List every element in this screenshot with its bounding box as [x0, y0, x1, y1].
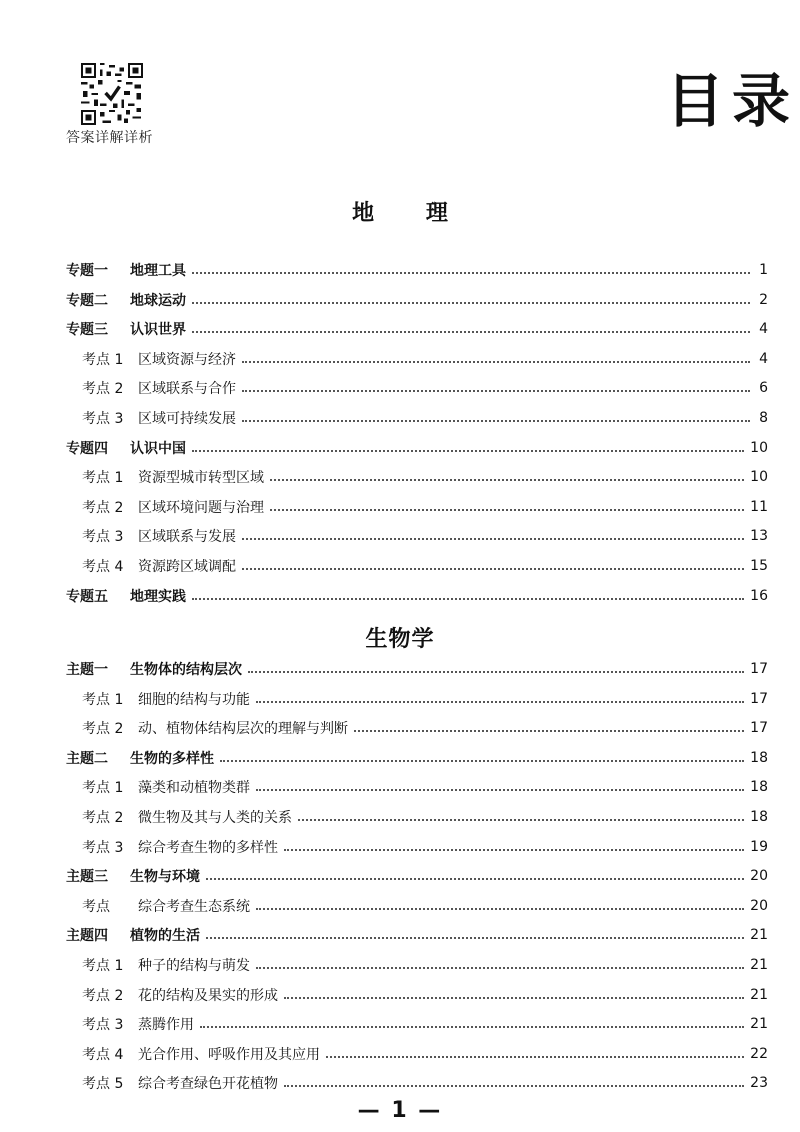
toc-entry[interactable]: [82, 552, 768, 580]
toc-entry-page: 20: [750, 897, 768, 914]
toc-entry-label: [82, 718, 348, 738]
dot-leader: [284, 849, 744, 851]
toc-entry-label: [82, 1014, 194, 1034]
toc-entry-prefix: 考点 4: [82, 559, 124, 575]
toc-entry[interactable]: [82, 951, 768, 979]
toc-entry-page: 15: [750, 558, 768, 574]
toc-entry-label: [82, 497, 264, 517]
toc-entry[interactable]: [82, 522, 768, 550]
toc-entry-prefix: 考点 3: [82, 529, 124, 546]
toc-entry-title: 地理工具: [130, 263, 186, 279]
toc-entry-page: 2: [759, 291, 768, 308]
toc-entry[interactable]: [66, 744, 768, 772]
dot-leader: [248, 671, 744, 673]
toc-entry[interactable]: [82, 374, 768, 402]
toc-entry-page: 4: [759, 350, 768, 367]
toc-entry-prefix: 考点 3: [82, 839, 124, 856]
toc-entry[interactable]: [82, 1069, 768, 1097]
dot-leader: [192, 598, 744, 600]
toc-entry-prefix: 考点 2: [82, 381, 124, 398]
toc-entry-page: 23: [750, 1075, 768, 1092]
toc-entry-label: [82, 985, 278, 1005]
toc-entry-page: 21: [750, 927, 768, 944]
toc-entry-page: 18: [750, 809, 768, 825]
toc-entry-page: 21: [750, 986, 768, 1003]
toc-entry[interactable]: [82, 404, 768, 432]
toc-entry[interactable]: [82, 493, 768, 521]
toc-entry[interactable]: [82, 1010, 768, 1038]
toc-entry[interactable]: [82, 345, 768, 373]
dot-leader: [206, 937, 744, 939]
dot-leader: [242, 390, 750, 392]
toc-entry-prefix: 考点: [82, 898, 110, 915]
dot-leader: [270, 509, 744, 511]
toc-entry[interactable]: [82, 892, 768, 920]
toc-entry-prefix: 考点 2: [82, 987, 124, 1004]
toc-entry-prefix: 专题二: [66, 292, 108, 309]
toc-entry-label: [82, 526, 236, 546]
toc-entry-page: 17: [750, 720, 768, 737]
toc-entry[interactable]: [66, 256, 768, 284]
toc-entry-page: 20: [750, 868, 768, 885]
toc-entry[interactable]: [66, 582, 768, 610]
toc-entry-label: [82, 807, 292, 827]
toc-entry-prefix: 考点 2: [82, 810, 124, 826]
toc-entry-prefix: 主题三: [66, 869, 108, 886]
dot-leader: [242, 361, 750, 363]
toc-entry-label: [66, 260, 186, 280]
toc-entry-label: [82, 837, 278, 857]
dot-leader: [206, 878, 744, 880]
toc-entry-prefix: 考点 1: [82, 470, 124, 487]
toc-entry-label: [66, 659, 242, 679]
toc-entry-title: 生物与环境: [130, 869, 200, 886]
dot-leader: [256, 701, 744, 703]
toc-entry-label: [82, 408, 236, 428]
toc-entry-title: 蒸腾作用: [138, 1017, 194, 1034]
toc-entry-prefix: 主题四: [66, 928, 108, 945]
toc-entry-label: [82, 378, 236, 398]
section-title-biology: 生物学: [365, 627, 435, 652]
toc-entry[interactable]: [82, 803, 768, 831]
toc-entry-title: 生物的多样性: [130, 750, 214, 767]
toc-entry-title: 地理实践: [130, 588, 186, 605]
toc-entry-prefix: 专题四: [66, 440, 108, 457]
qr-code-icon: [81, 63, 143, 125]
dot-leader: [256, 967, 744, 969]
toc-entry-title: 综合考查生态系统: [138, 898, 250, 915]
toc-entry-title: 区域联系与合作: [138, 381, 236, 398]
toc-entry-label: [82, 777, 250, 797]
toc-entry-title: 认识世界: [130, 322, 186, 339]
dot-leader: [298, 819, 744, 821]
toc-entry-page: 4: [759, 321, 768, 338]
toc-entry-page: 11: [750, 498, 768, 515]
toc-entry[interactable]: [82, 833, 768, 861]
toc-entry-label: [82, 896, 250, 916]
toc-entry-title: 区域联系与发展: [138, 529, 236, 546]
toc-entry-prefix: 主题一: [66, 662, 108, 678]
dot-leader: [326, 1056, 744, 1058]
toc-entry-label: [66, 438, 186, 458]
toc-entry-label: [66, 290, 186, 310]
toc-entry-prefix: 考点 3: [82, 1017, 124, 1034]
toc-entry-page: 10: [750, 469, 768, 486]
toc-entry-prefix: 考点 2: [82, 499, 124, 516]
toc-entry-page: 18: [750, 779, 768, 796]
toc-entry-prefix: 专题三: [66, 322, 108, 339]
page-title: 目录: [666, 67, 799, 135]
toc-entry-label: [82, 349, 236, 369]
dot-leader: [256, 908, 744, 910]
toc-entry-title: 资源型城市转型区域: [138, 470, 264, 487]
toc-entry-label: [66, 925, 200, 945]
toc-entry-label: [82, 1044, 320, 1064]
toc-entry[interactable]: [82, 463, 768, 491]
toc-entry-title: 认识中国: [130, 440, 186, 457]
toc-entry-prefix: 考点 5: [82, 1076, 124, 1093]
page-number: — 1 —: [357, 1098, 443, 1123]
toc-entry[interactable]: [66, 434, 768, 462]
toc-entry-title: 区域可持续发展: [138, 411, 236, 427]
toc-entry-title: 微生物及其与人类的关系: [138, 810, 292, 826]
toc-entry-label: [82, 689, 250, 709]
toc-entry[interactable]: [66, 921, 768, 949]
dot-leader: [354, 730, 744, 732]
toc-entry-label: [82, 1073, 278, 1093]
toc-entry-page: 10: [750, 439, 768, 456]
toc-entry-title: 区域环境问题与治理: [138, 499, 264, 516]
dot-leader: [192, 331, 750, 333]
toc-entry-label: [66, 319, 186, 339]
toc-entry[interactable]: [82, 685, 768, 713]
toc-entry-label: [66, 866, 200, 886]
toc-entry-page: 18: [750, 749, 768, 766]
toc-entry-page: 17: [750, 661, 768, 677]
toc-entry-title: 生物体的结构层次: [130, 662, 242, 678]
toc-entry-title: 资源跨区域调配: [138, 559, 236, 575]
dot-leader: [256, 789, 744, 791]
toc-entry[interactable]: [66, 315, 768, 343]
section-title-geography: 地 理: [352, 201, 470, 226]
toc-entry-page: 8: [759, 410, 768, 426]
dot-leader: [192, 302, 750, 304]
toc-entry-prefix: 考点 1: [82, 780, 124, 797]
toc-entry-prefix: 考点 1: [82, 691, 124, 708]
toc-entry[interactable]: [66, 286, 768, 314]
toc-entry-title: 综合考查绿色开花植物: [138, 1076, 278, 1093]
toc-entry-label: [82, 467, 264, 487]
toc-entry-page: 22: [750, 1045, 768, 1062]
toc-entry-title: 综合考查生物的多样性: [138, 839, 278, 856]
dot-leader: [242, 568, 744, 570]
toc-entry-page: 16: [750, 587, 768, 604]
toc-entry-prefix: 考点 2: [82, 721, 124, 738]
toc-entry-page: 19: [750, 838, 768, 855]
toc-entry-prefix: 专题一: [66, 263, 108, 279]
dot-leader: [284, 1085, 744, 1087]
toc-entry-title: 花的结构及果实的形成: [138, 987, 278, 1004]
dot-leader: [192, 450, 744, 452]
toc-entry-prefix: 考点 3: [82, 411, 124, 427]
toc-entry-title: 植物的生活: [130, 928, 200, 945]
toc-entry-title: 地球运动: [130, 292, 186, 309]
toc-entry-label: [66, 586, 186, 606]
toc-entry[interactable]: [82, 981, 768, 1009]
toc-entry-title: 光合作用、呼吸作用及其应用: [138, 1046, 320, 1063]
toc-entry-title: 种子的结构与萌发: [138, 958, 250, 974]
toc-entry-page: 17: [750, 690, 768, 707]
dot-leader: [200, 1026, 744, 1028]
toc-entry-page: 6: [759, 380, 768, 397]
toc-entry-prefix: 考点 1: [82, 351, 124, 368]
toc-entry-page: 21: [750, 957, 768, 973]
dot-leader: [242, 420, 750, 422]
toc-entry-prefix: 考点 1: [82, 958, 124, 974]
dot-leader: [192, 272, 750, 274]
toc-entry-page: 13: [750, 528, 768, 545]
toc-entry[interactable]: [66, 862, 768, 890]
dot-leader: [270, 479, 744, 481]
toc-entry[interactable]: [66, 655, 768, 683]
toc-entry-label: [82, 556, 236, 576]
toc-entry[interactable]: [82, 1040, 768, 1068]
toc-entry-label: [66, 748, 214, 768]
toc-entry-title: 藻类和动植物类群: [138, 780, 250, 797]
toc-entry-prefix: 考点 4: [82, 1046, 124, 1063]
toc-entry[interactable]: [82, 714, 768, 742]
toc-entry-title: 细胞的结构与功能: [138, 691, 250, 708]
toc-entry-prefix: 专题五: [66, 588, 108, 605]
toc-entry-title: 动、植物体结构层次的理解与判断: [138, 721, 348, 738]
toc-entry-page: 1: [759, 262, 768, 278]
toc-entry-prefix: 主题二: [66, 750, 108, 767]
toc-entry-label: [82, 955, 250, 975]
toc-entry-page: 21: [750, 1016, 768, 1033]
toc-entry-title: 区域资源与经济: [138, 351, 236, 368]
dot-leader: [220, 760, 744, 762]
dot-leader: [284, 997, 744, 999]
toc-entry[interactable]: [82, 773, 768, 801]
dot-leader: [242, 538, 744, 540]
qr-caption: 答案详解详析: [66, 130, 153, 146]
